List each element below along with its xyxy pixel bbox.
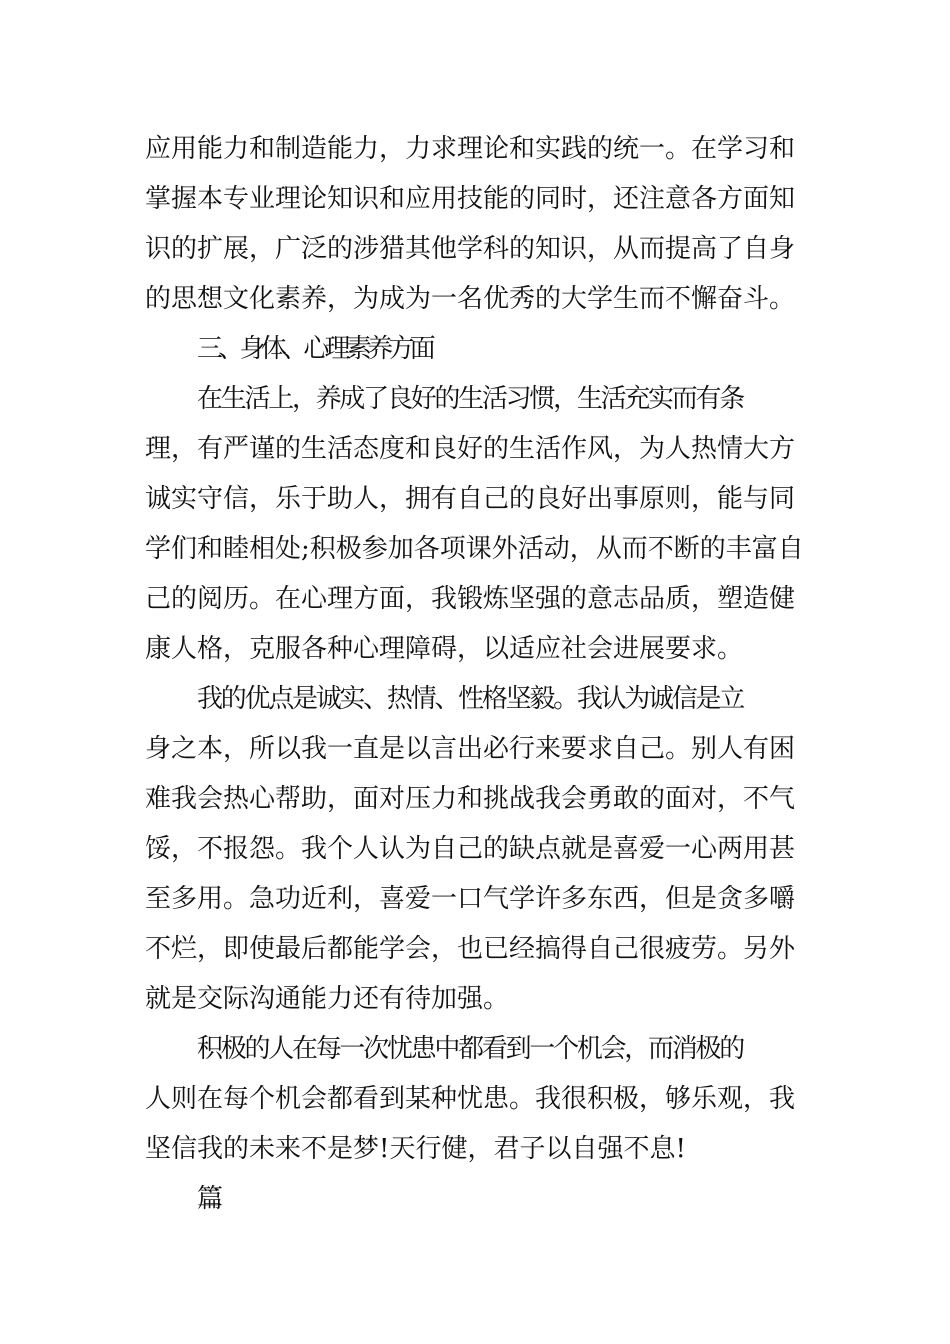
text-line: 诚实守信，乐于助人，拥有自己的良好出事原则，能与同 xyxy=(145,484,796,514)
text-line: 我的优点是诚实、热情、性格坚毅。我认为诚信是立 xyxy=(197,684,744,714)
text-line: 的思想文化素养，为成为一名优秀的大学生而不懈奋斗。 xyxy=(145,284,796,314)
part-heading: 篇二 xyxy=(197,1184,198,1214)
text-line: 人则在每个机会都看到某种忧患。我很积极，够乐观，我 xyxy=(145,1084,796,1114)
text-line: 应用能力和制造能力，力求理论和实践的统一。在学习和 xyxy=(145,134,796,164)
text-line: 不烂，即使最后都能学会，也已经搞得自己很疲劳。另外 xyxy=(145,934,796,964)
text-line: 馁，不报怨。我个人认为自己的缺点就是喜爱一心两用甚 xyxy=(145,834,796,864)
text-line: 掌握本专业理论知识和应用技能的同时，还注意各方面知 xyxy=(145,184,796,214)
text-line: 己的阅历。在心理方面，我锻炼坚强的意志品质，塑造健 xyxy=(145,584,796,614)
text-line: 积极的人在每一次忧患中都看到一个机会，而消极的 xyxy=(197,1034,744,1064)
text-line: 理，有严谨的生活态度和良好的生活作风，为人热情大方 xyxy=(145,434,796,464)
text-line: 就是交际沟通能力还有待加强。 xyxy=(145,984,510,1014)
text-line: 坚信我的未来不是梦!天行健，君子以自强不息! xyxy=(145,1134,686,1164)
section-heading: 三、身体、心理素养方面 xyxy=(197,334,432,364)
text-line: 识的扩展，广泛的涉猎其他学科的知识，从而提高了自身 xyxy=(145,234,796,264)
text-line: 学们和睦相处;积极参加各项课外活动，从而不断的丰富自 xyxy=(145,534,804,564)
text-line: 在生活上，养成了良好的生活习惯，生活充实而有条 xyxy=(197,384,744,414)
text-line: 康人格，克服各种心理障碍，以适应社会进展要求。 xyxy=(145,634,744,664)
text-line: 至多用。急功近利，喜爱一口气学许多东西，但是贪多嚼 xyxy=(145,884,796,914)
text-line: 难我会热心帮助，面对压力和挑战我会勇敢的面对，不气 xyxy=(145,784,796,814)
text-line: 身之本，所以我一直是以言出必行来要求自己。别人有困 xyxy=(145,734,796,764)
